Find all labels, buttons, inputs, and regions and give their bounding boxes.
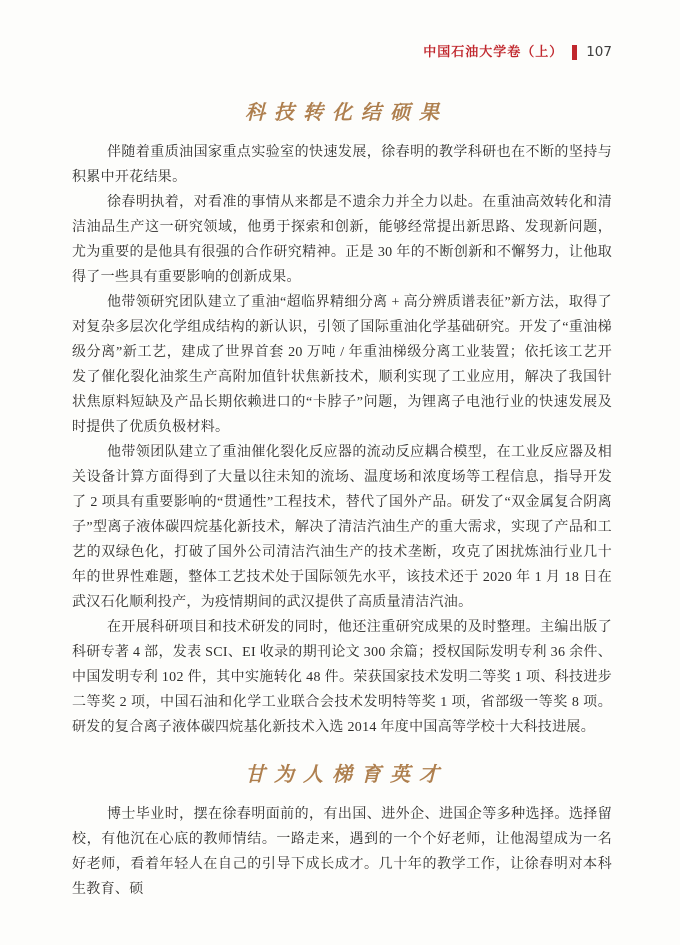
header-divider-bar-icon — [572, 45, 577, 60]
paragraph: 博士毕业时，摆在徐春明面前的，有出国、进外企、进国企等多种选择。选择留校，有他沉在心底的教师情结。一路走来，遇到的一个个好老师，让他渴望成为一名好老师，看着年轻人在自己的引导下成长成才。几十年的教学工作，让徐春明对本科生教育、硕 — [72, 807, 612, 897]
paragraph: 徐春明执着，对看准的事情从来都是不遗余力并全力以赴。在重油高效转化和清洁油品生产这一研究领域，他勇于探索和创新，能够经常提出新思路、发现新问题，尤为重要的是他具有很强的合作研究精神。正是 30 年的不断创新和不懈努力，让他取得了一些具有重要影响的创新成果。 — [72, 195, 612, 285]
paragraph: 他带领研究团队建立了重油“超临界精细分离 + 高分辨质谱表征”新方法，取得了对复杂多层次化学组成结构的新认识，引领了国际重油化学基础研究。开发了“重油梯级分离”新工艺，建成了世界首套 20 万吨 / 年重油梯级分离工业装置；依托该工艺开发了催化裂化油浆生产高附加值针状焦新技术，顺利实现了工业应用，解决了我国针状焦原料短缺及产品长期依赖进口的“卡脖子”问题，为锂离子电池行业的快速发展及时提供了优质负极材料。 — [72, 295, 612, 435]
page-number: 107 — [586, 44, 612, 60]
paragraph: 在开展科研项目和技术研发的同时，他还注重研究成果的及时整理。主编出版了科研专著 4 部，发表 SCI、EI 收录的期刊论文 300 余篇；授权国际发明专利 36 余件、中国发明专利 102 件，其中实施转化 48 件。荣获国家技术发明二等奖 1 项、科技进步二等奖 2 项，中国石油和化学工业联合会技术发明特等奖 1 项，省部级一等奖 8 项。研发的复合离子液体碳四烷基化新技术入选 2014 年度中国高等学校十大科技进展。 — [72, 620, 612, 735]
page-header — [423, 44, 612, 60]
paragraph: 伴随着重质油国家重点实验室的快速发展，徐春明的教学科研也在不断的坚持与积累中开花结果。 — [72, 145, 612, 185]
volume-title: 中国石油大学卷（上） — [423, 44, 564, 59]
section-heading-science-transfer: 科技转化结硕果 — [245, 102, 448, 124]
section-science-transfer — [72, 99, 612, 740]
paragraph: 他带领团队建立了重油催化裂化反应器的流动反应耦合模型，在工业反应器及相关设备计算方面得到了大量以往未知的流场、温度场和浓度场等工程信息，指导开发了 2 项具有重要影响的“贯通性”工程技术，替代了国外产品。研发了“双金属复合阴离子”型离子液体碳四烷基化新技术，解决了清洁汽油生产的重大需求，实现了产品和工艺的双绿色化，打破了国外公司清洁汽油生产的技术垄断，攻克了困扰炼油行业几十年的世界性难题，整体工艺技术处于国际领先水平，该技术还于 2020 年 1 月 18 日在武汉石化顺利投产，为疫情期间的武汉提供了高质量清洁汽油。 — [72, 445, 612, 610]
section-heading-mentoring-talent: 甘为人梯育英才 — [245, 764, 448, 786]
section-mentoring-talent — [72, 761, 612, 902]
